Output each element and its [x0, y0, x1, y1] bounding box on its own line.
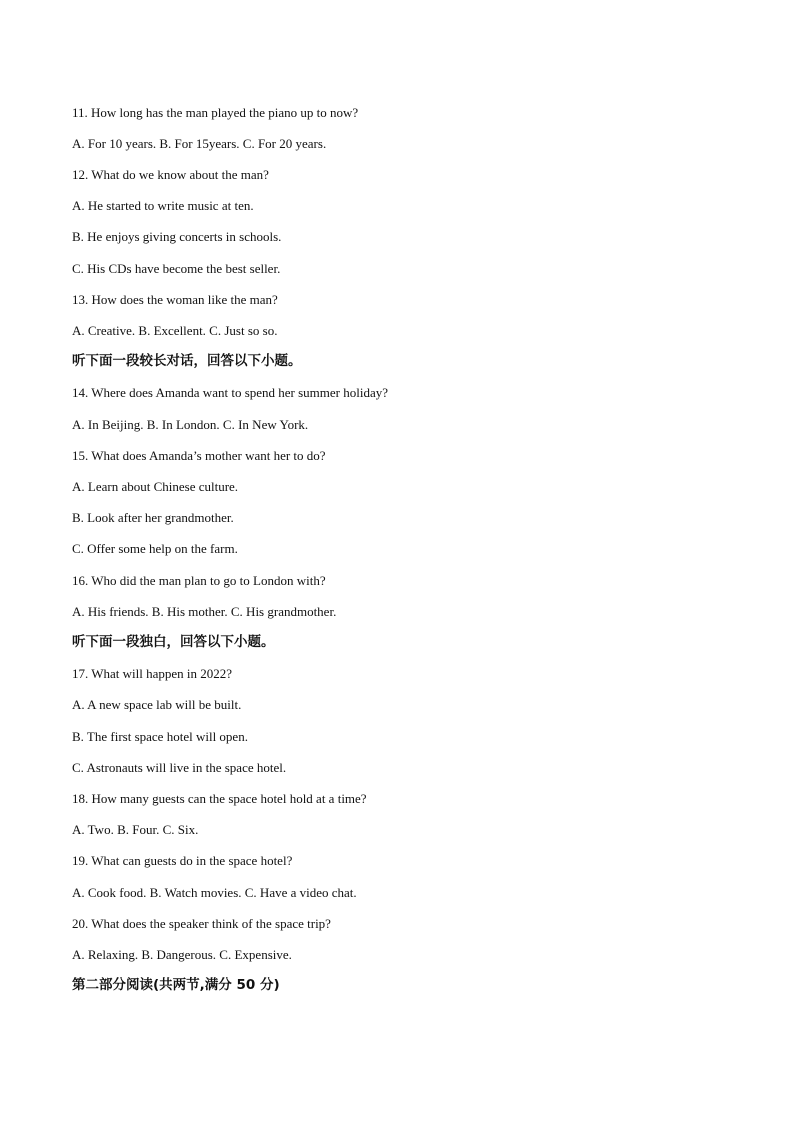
question-15-option-a: A. Learn about Chinese culture.: [72, 479, 239, 494]
question-20-options: A. Relaxing. B. Dangerous. C. Expensive.: [72, 947, 292, 962]
question-12-option-a: A. He started to write music at ten.: [72, 198, 254, 213]
question-18-options: A. Two. B. Four. C. Six.: [72, 822, 199, 837]
question-12: 12. What do we know about the man?: [72, 167, 269, 182]
question-13-options: A. Creative. B. Excellent. C. Just so so.: [72, 323, 278, 338]
question-15: 15. What does Amanda’s mother want her to do?: [72, 448, 326, 463]
question-11-options: A. For 10 years. B. For 15years. C. For 20 years.: [72, 136, 327, 151]
question-17-option-b: B. The first space hotel will open.: [72, 729, 248, 744]
question-17-option-a: A. A new space lab will be built.: [72, 697, 242, 712]
question-12-option-c: C. His CDs have become the best seller.: [72, 261, 281, 276]
question-13: 13. How does the woman like the man?: [72, 292, 278, 307]
question-17: 17. What will happen in 2022?: [72, 666, 233, 681]
question-14: 14. Where does Amanda want to spend her summer holiday?: [72, 385, 389, 400]
question-15-option-c: C. Offer some help on the farm.: [72, 541, 238, 556]
question-16: 16. Who did the man plan to go to London with?: [72, 573, 326, 588]
question-19-options: A. Cook food. B. Watch movies. C. Have a video chat.: [72, 885, 357, 900]
section-heading-monologue: 听下面一段独白，回答以下小题。: [72, 634, 275, 650]
question-20: 20. What does the speaker think of the space trip?: [72, 916, 331, 931]
question-15-option-b: B. Look after her grandmother.: [72, 510, 234, 525]
question-14-options: A. In Beijing. B. In London. C. In New York.: [72, 417, 309, 432]
question-18: 18. How many guests can the space hotel hold at a time?: [72, 791, 367, 806]
question-17-option-c: C. Astronauts will live in the space hotel.: [72, 760, 287, 775]
question-16-options: A. His friends. B. His mother. C. His grandmother.: [72, 604, 337, 619]
question-19: 19. What can guests do in the space hotel?: [72, 853, 293, 868]
question-12-option-b: B. He enjoys giving concerts in schools.: [72, 229, 282, 244]
section-heading-long-dialogue: 听下面一段较长对话，回答以下小题。: [72, 353, 302, 369]
section-heading-part-two-reading: 第二部分阅读(共两节,满分 50 分): [72, 977, 280, 993]
question-11: 11. How long has the man played the piano up to now?: [72, 105, 359, 120]
